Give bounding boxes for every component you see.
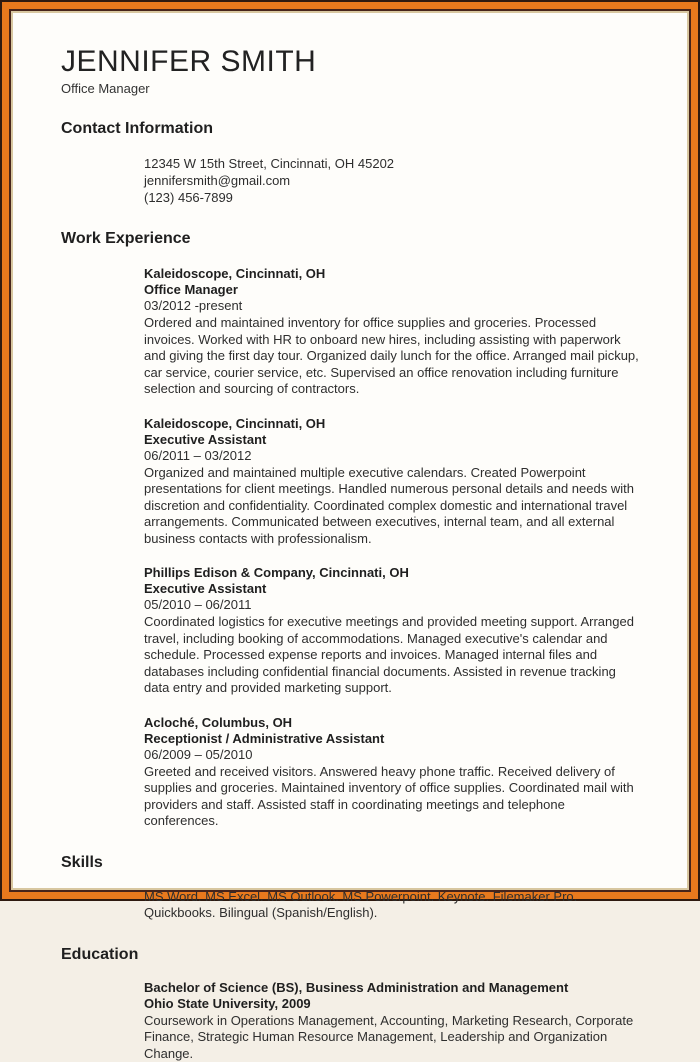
contact-email: jennifersmith@gmail.com [144,172,641,189]
section-heading-work-experience: Work Experience [61,230,651,248]
job-description: Organized and maintained multiple executive calendars. Created Powerpoint presentations for client meetings. Handled numerous personal details and needs with discretion and confidentiality. Coordinated complex domestic and international travel arrangements. Communicated between executives, internal team, and all external business contacts with professionalism. [144,465,641,548]
job-company: Kaleidoscope, Cincinnati, OH [144,266,641,282]
job-company: Acloché, Columbus, OH [144,715,641,731]
job-description: Greeted and received visitors. Answered heavy phone traffic. Received delivery of supplies and groceries. Maintained inventory of office supplies. Coordinated mail with providers and staff. Assisted staff in coordinating meetings and telephone conferences. [144,764,641,830]
job-title: Office Manager [144,282,641,298]
contact-phone: (123) 456-7899 [144,189,641,206]
skills-block [144,889,641,922]
job-dates: 06/2009 – 05/2010 [144,747,641,763]
education-school: Ohio State University, 2009 [144,996,641,1012]
job-dates: 05/2010 – 06/2011 [144,597,641,613]
document-border-orange [2,2,698,899]
job-entry [144,266,641,398]
section-heading-contact: Contact Information [61,120,651,138]
job-entry [144,715,641,830]
job-dates: 06/2011 – 03/2012 [144,448,641,464]
job-entry [144,416,641,548]
job-dates: 03/2012 -present [144,298,641,314]
job-description: Ordered and maintained inventory for office supplies and groceries. Processed invoices. Worked with HR to onboard new hires, including assisting with paperwork and giving the first day tour. Organized daily lunch for the office. Arranged mail pickup, car service, courier service, etc. Supervised an office renovation including furniture selection and sourcing of contractors. [144,315,641,398]
resume-name: JENNIFER SMITH [61,46,651,78]
resume-page [13,13,687,888]
document-border-tan [11,11,689,890]
skills-text: MS Word. MS Excel. MS Outlook. MS Powerpoint. Keynote. Filemaker Pro. Quickbooks. Bilingual (Spanish/English). [144,889,641,922]
job-entry [144,565,641,697]
job-title: Executive Assistant [144,432,641,448]
education-degree: Bachelor of Science (BS), Business Administration and Management [144,980,641,996]
job-description: Coordinated logistics for executive meetings and provided meeting support. Arranged travel, including booking of accommodations. Managed executive's calendar and schedule. Processed expense reports and invoices. Managed internal files and databases including confidential financial documents. Assisted in revenue tracking data entry and provided marketing support. [144,614,641,697]
contact-block [144,155,641,206]
contact-address: 12345 W 15th Street, Cincinnati, OH 45202 [144,155,641,172]
job-company: Phillips Edison & Company, Cincinnati, OH [144,565,641,581]
document-border-brown [9,9,691,892]
section-heading-skills: Skills [61,854,651,872]
education-block [144,980,641,1062]
section-heading-education: Education [61,946,651,964]
job-company: Kaleidoscope, Cincinnati, OH [144,416,641,432]
job-title: Receptionist / Administrative Assistant [144,731,641,747]
resume-job-title: Office Manager [61,81,651,96]
education-coursework: Coursework in Operations Management, Accounting, Marketing Research, Corporate Finance, Strategic Human Resource Management, Leadership and Organization Change. [144,1013,641,1062]
job-title: Executive Assistant [144,581,641,597]
